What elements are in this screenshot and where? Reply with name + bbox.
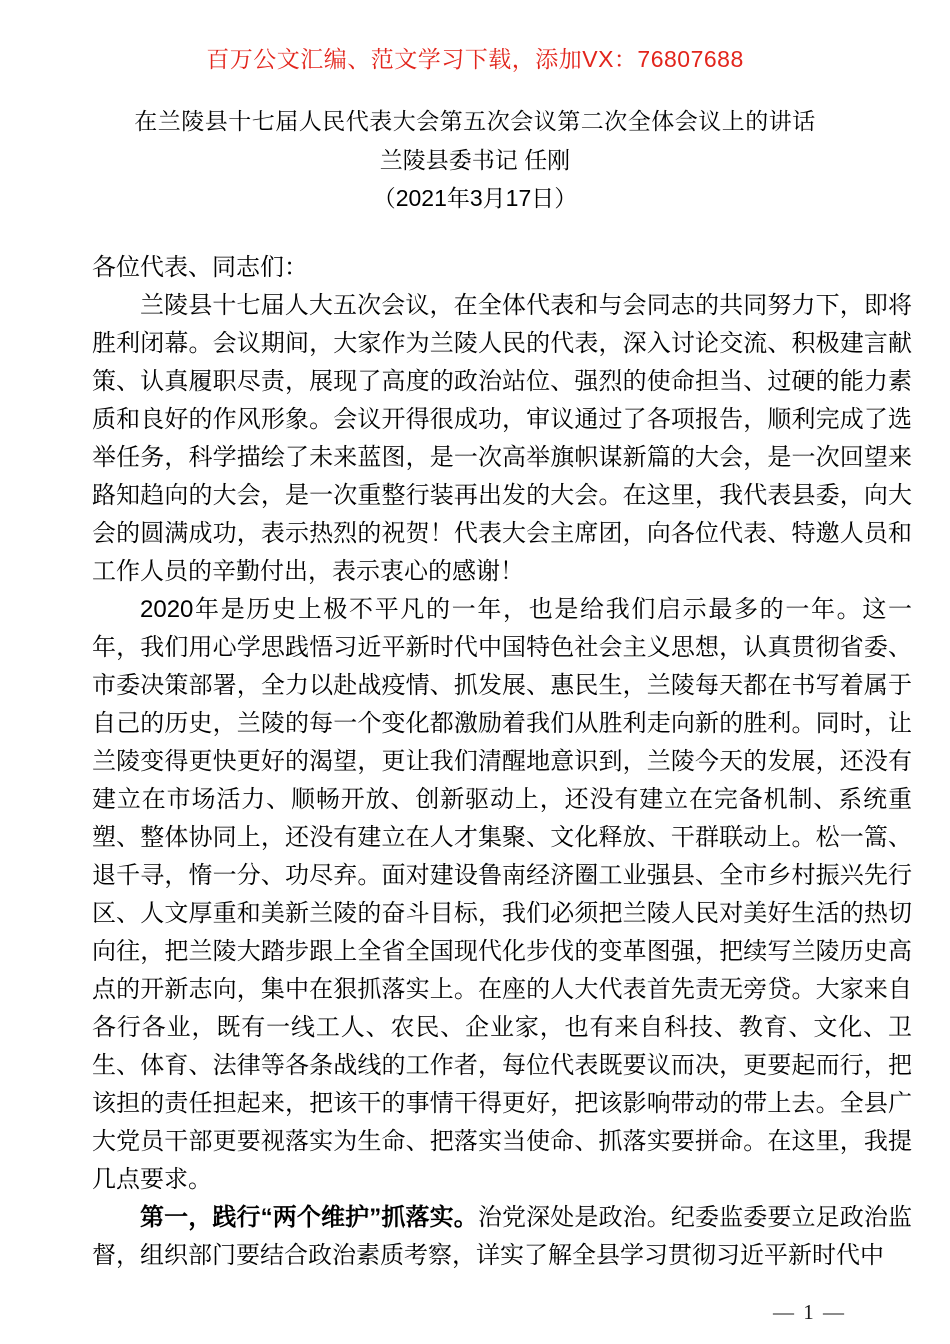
paragraph-1: 兰陵县十七届人大五次会议，在全体代表和与会同志的共同努力下，即将胜利闭幕。会议期间，大家作为兰陵人民的代表，深入讨论交流、积极建言献策、认真履职尽责，展现了高度的政治站位、强烈的使命担当、过硬的能力素质和良好的作风形象。会议开得很成功，审议通过了各项报告，顺利完成了选举任务，科学描绘了未来蓝图，是一次高举旗帜谋新篇的大会，是一次回望来路知趋向的大会，是一次重整行装再出发的大会。在这里，我代表县委，向大会的圆满成功，表示热烈的祝贺！代表大会主席团，向各位代表、特邀人员和工作人员的辛勤付出，表示衷心的感谢！	[92, 292, 912, 585]
document-date: （2021年3月17日）	[372, 185, 578, 211]
paragraph-2: 2020年是历史上极不平凡的一年，也是给我们启示最多的一年。这一年，我们用心学思践悟习近平新时代中国特色社会主义思想，认真贯彻省委、市委决策部署，全力以赴战疫情、抓发展、惠民生，兰陵每天都在书写着属于自己的历史，兰陵的每一个变化都激励着我们从胜利走向新的胜利。同时，让兰陵变得更快更好的渴望，更让我们清醒地意识到，兰陵今天的发展，还没有建立在市场活力、顺畅开放、创新驱动上，还没有建立在完备机制、系统重塑、整体协同上，还没有建立在人才集聚、文化释放、干群联动上。松一篙、退千寻，惰一分、功尽弃。面对建设鲁南经济圈工业强县、全市乡村振兴先行区、人文厚重和美新兰陵的奋斗目标，我们必须把兰陵人民对美好生活的热切向往，把兰陵大踏步跟上全省全国现代化步伐的变革图强，把续写兰陵历史高点的开新志向，集中在狠抓落实上。在座的人大代表首先责无旁贷。大家来自各行各业，既有一线工人、农民、企业家，也有来自科技、教育、文化、卫生、体育、法律等各条战线的工作者，每位代表既要议而决，更要起而行，把该担的责任担起来，把该干的事情干得更好，把该影响带动的带上去。全县广大党员干部更要视落实为生命、把落实当使命、抓落实要拼命。在这里，我提几点要求。	[92, 596, 912, 1193]
document-title: 在兰陵县十七届人民代表大会第五次会议第二次全体会议上的讲话	[134, 108, 816, 134]
salutation: 各位代表、同志们：	[92, 254, 308, 281]
paragraph-3-text: 治党深处是政治。纪委监委要立足政治监督，组织部门要结合政治素质考察，详实了解全县学习贯彻习近平新时代中	[92, 1204, 912, 1269]
page-number: — 1 —	[773, 1300, 846, 1324]
document-body	[92, 249, 912, 1275]
promo-banner: 百万公文汇编、范文学习下载，添加VX：76807688	[206, 46, 744, 72]
document-author: 兰陵县委书记 任刚	[379, 147, 571, 173]
paragraph-3	[92, 1199, 912, 1275]
paragraph-3-bold-lead: 第一，践行“两个维护”抓落实。	[140, 1204, 478, 1231]
